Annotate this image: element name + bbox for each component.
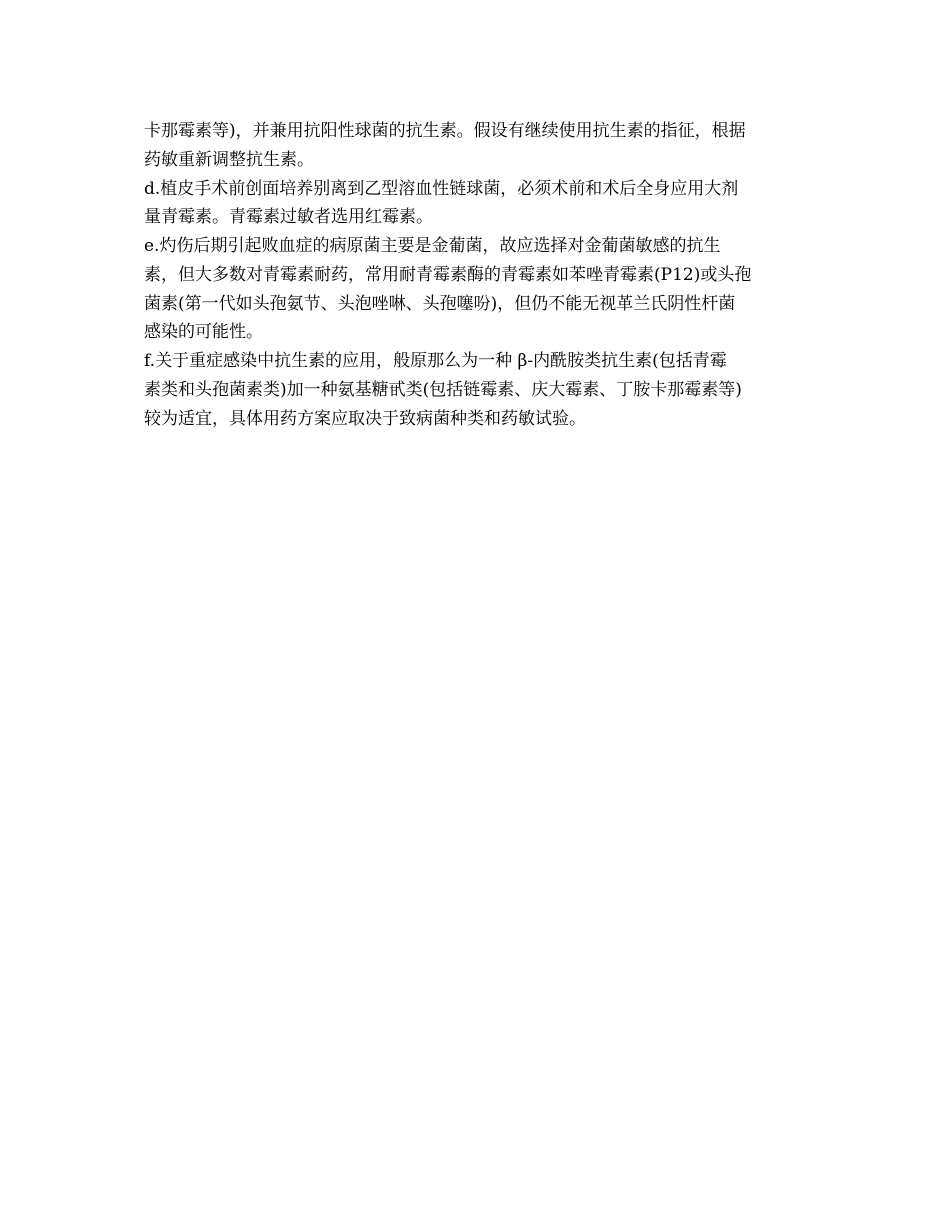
text-line: 感染的可能性。 [144,322,263,343]
text-line: f.关于重症感染中抗生素的应用，般原那么为一种 β-内酰胺类抗生素(包括青霉 [144,351,727,371]
text-line: e.灼伤后期引起败血症的病原菌主要是金葡菌，故应选择对金葡菌敏感的抗生 [144,236,721,256]
text-line: 素类和头孢菌素类)加一种氨基糖甙类(包括链霉素、庆大霉素、丁胺卡那霉素等) [144,379,742,400]
text-line: d.植皮手术前创面培养别离到乙型溶血性链球菌，必须术前和术后全身应用大剂 [144,178,739,199]
text-line: 素，但大多数对青霉素耐药，常用耐青霉素酶的青霉素如苯唑青霉素(P12)或头孢 [144,264,752,285]
text-line: 卡那霉素等)，并兼用抗阳性球菌的抗生素。假设有继续使用抗生素的指征，根据 [144,121,746,141]
text-line: 量青霉素。青霉素过敏者选用红霉素。 [144,207,433,228]
text-line: 较为适宜，具体用药方案应取决于致病菌种类和药敏试验。 [144,408,586,429]
text-line: 药敏重新调整抗生素。 [144,149,314,170]
body-text [144,117,810,433]
text-line: 菌素(第一代如头孢氨节、头泡唑啉、头孢噻吩)，但仍不能无视革兰氏阴性杆菌 [144,293,736,314]
